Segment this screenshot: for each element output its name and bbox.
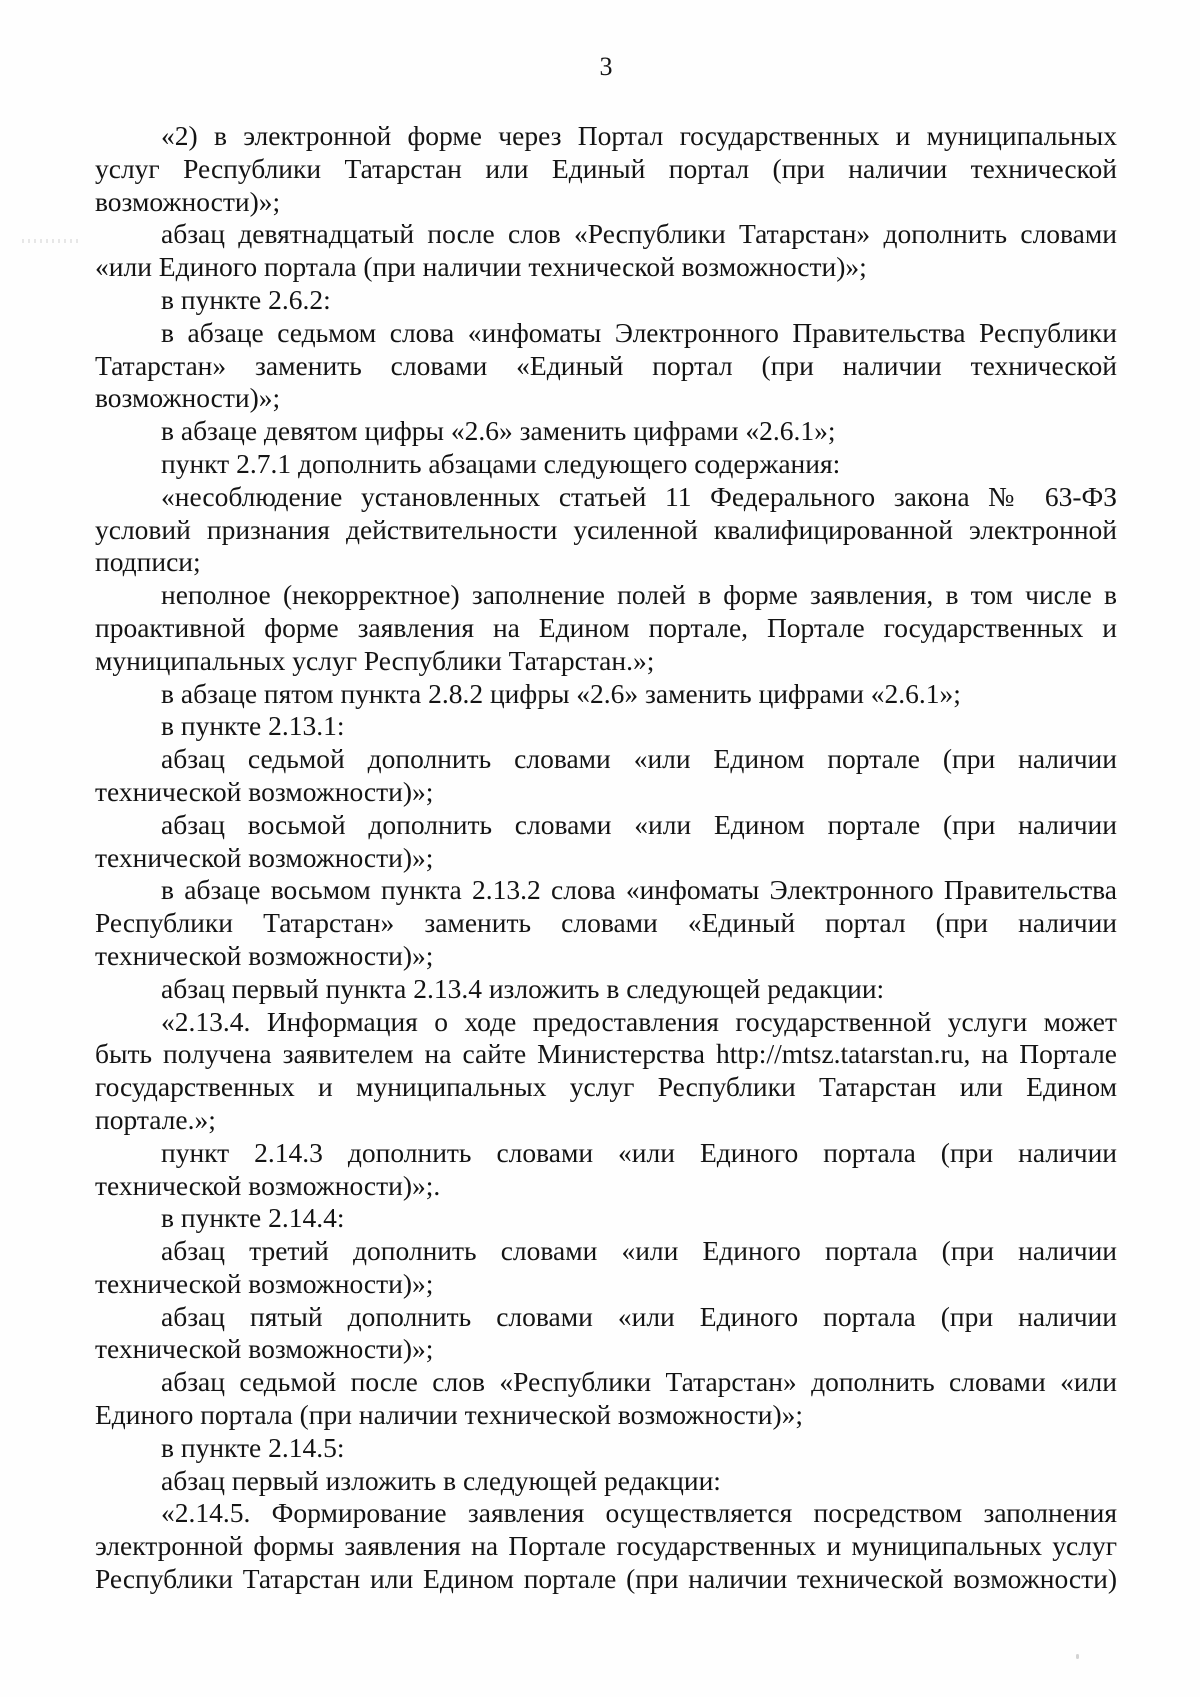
paragraph (95, 1235, 1117, 1301)
text-line: в абзаце девятом цифры «2.6» заменить цифрами «2.6.1»; (161, 415, 836, 447)
text-line: абзац пятый дополнить словами «или Единого портала (при наличии (161, 1300, 1117, 1332)
text-line: неполное (некорректное) заполнение полей в форме заявления, в том числе в (161, 579, 1117, 611)
text-line: в пункте 2.14.5: (161, 1431, 345, 1463)
paragraph (95, 743, 1117, 809)
text-line: абзац девятнадцатый после слов «Республики Татарстан» дополнить словами (161, 218, 1117, 250)
paragraph (95, 1202, 1117, 1235)
paragraph (95, 809, 1117, 875)
paragraph (95, 1432, 1117, 1465)
text-line: «несоблюдение установленных статьей 11 Федерального закона № 63-ФЗ (161, 480, 1117, 512)
text-line: технической возможности)»; (95, 1333, 434, 1365)
text-line: в абзаце восьмом пункта 2.13.2 слова «инфоматы Электронного Правительства (161, 874, 1117, 906)
paragraph (95, 448, 1117, 481)
text-line: технической возможности)»; (95, 841, 434, 873)
text-line: технической возможности)»; (95, 939, 434, 971)
text-line: «2) в электронной форме через Портал государственных и муниципальных (161, 120, 1117, 151)
text-line: возможности)»; (95, 185, 281, 217)
paragraph (95, 1497, 1117, 1595)
text-line: условий признания действительности усиленной квалифицированной электронной (95, 513, 1117, 545)
text-line: пункт 2.14.3 дополнить словами «или Единого портала (при наличии (161, 1136, 1117, 1168)
text-line: абзац седьмой после слов «Республики Татарстан» дополнить словами «или (161, 1366, 1117, 1398)
paragraph (95, 218, 1117, 284)
text-line: абзац восьмой дополнить словами «или Едином портале (при наличии (161, 808, 1117, 840)
text-line: в абзаце седьмом слова «инфоматы Электронного Правительства Республики (161, 316, 1117, 348)
text-line: абзац третий дополнить словами «или Единого портала (при наличии (161, 1235, 1117, 1267)
text-line: «или Единого портала (при наличии технической возможности)»; (95, 251, 867, 283)
text-line: портале.»; (95, 1103, 216, 1135)
text-line: электронной формы заявления на Портале государственных и муниципальных услуг (95, 1530, 1117, 1562)
paragraph (95, 1465, 1117, 1498)
text-line: проактивной форме заявления на Едином портале, Портале государственных и (95, 611, 1117, 643)
paragraph (95, 284, 1117, 317)
text-line: технической возможности)»; (95, 775, 434, 807)
text-line: абзац седьмой дополнить словами «или Едином портале (при наличии (161, 743, 1117, 775)
paragraph (95, 874, 1117, 972)
paragraph (95, 1137, 1117, 1203)
text-line: Татарстан» заменить словами «Единый портал (при наличии технической (95, 349, 1117, 381)
text-line: технической возможности)»;. (95, 1169, 441, 1201)
text-line: в пункте 2.14.4: (161, 1202, 345, 1234)
text-line: Республики Татарстан» заменить словами «Единый портал (при наличии (95, 907, 1117, 939)
text-line: абзац первый пункта 2.13.4 изложить в следующей редакции: (161, 972, 885, 1004)
paragraph (95, 1301, 1117, 1367)
text-line: услуг Республики Татарстан или Единый портал (при наличии технической (95, 152, 1117, 184)
text-line: в абзаце пятом пункта 2.8.2 цифры «2.6» заменить цифрами «2.6.1»; (161, 677, 961, 709)
paragraph (95, 415, 1117, 448)
paragraph (95, 579, 1117, 677)
document-body (95, 120, 1117, 1596)
text-line: в пункте 2.13.1: (161, 710, 345, 742)
text-line: Единого портала (при наличии технической возможности)»; (95, 1399, 804, 1431)
paragraph (95, 973, 1117, 1006)
text-line: государственных и муниципальных услуг Республики Татарстан или Едином (95, 1071, 1117, 1103)
text-line: в пункте 2.6.2: (161, 283, 331, 315)
text-line: «2.13.4. Информация о ходе предоставления государственной услуги может (161, 1005, 1117, 1037)
text-line: пункт 2.7.1 дополнить абзацами следующего содержания: (161, 447, 841, 479)
paragraph (95, 710, 1117, 743)
paragraph (95, 1006, 1117, 1137)
text-line: муниципальных услуг Республики Татарстан.»; (95, 644, 655, 676)
text-line: возможности)»; (95, 382, 281, 414)
paragraph (95, 317, 1117, 415)
text-line: подписи; (95, 546, 201, 578)
scan-artifact (22, 239, 80, 243)
paragraph (95, 481, 1117, 579)
paragraph (95, 1366, 1117, 1432)
text-line: абзац первый изложить в следующей редакции: (161, 1464, 721, 1496)
text-line: Республики Татарстан или Едином портале (при наличии технической возможности) (95, 1563, 1117, 1595)
scan-artifact (1076, 1654, 1079, 1659)
text-line: быть получена заявителем на сайте Министерства http://mtsz.tatarstan.ru, на Портале (95, 1038, 1117, 1070)
page-number: 3 (599, 52, 613, 81)
text-line: «2.14.5. Формирование заявления осуществляется посредством заполнения (161, 1497, 1117, 1529)
paragraph (95, 120, 1117, 218)
paragraph (95, 678, 1117, 711)
text-line: технической возможности)»; (95, 1267, 434, 1299)
